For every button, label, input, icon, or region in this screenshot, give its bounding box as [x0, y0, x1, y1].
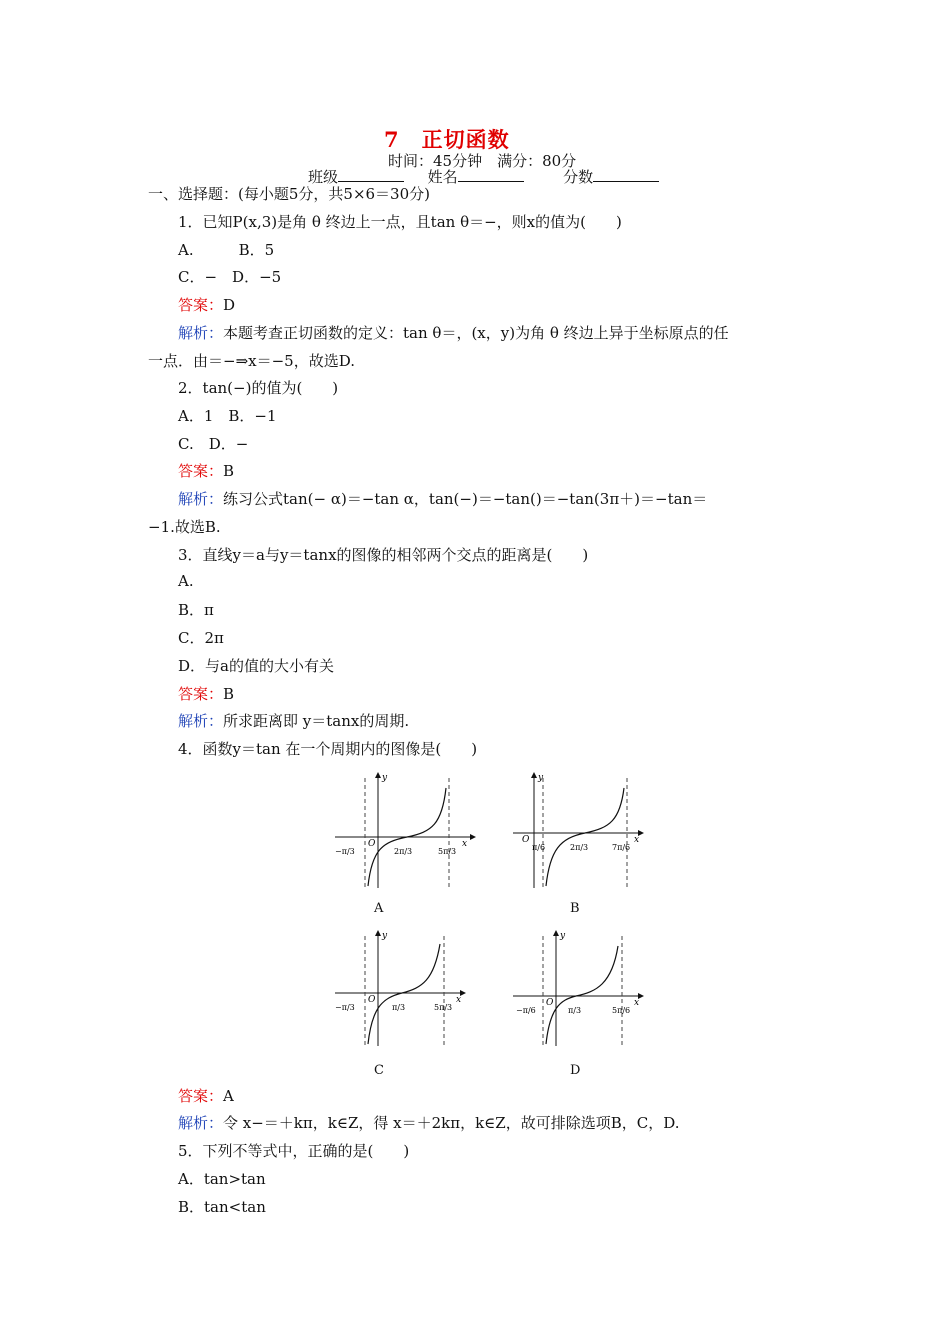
analysis-text: 本题考查正切函数的定义：tan θ＝，(x，y)为角 θ 终边上异于坐标原点的任 [223, 324, 729, 342]
graph-a-label[interactable]: A [374, 901, 384, 916]
tan-curve [546, 946, 618, 1044]
x-axis-label: x [456, 995, 462, 1005]
q1-options-ab: A. B．5 [178, 241, 275, 259]
time-score-line: 时间：45分钟 满分：80分 [388, 152, 577, 170]
q4-answer [178, 1085, 234, 1106]
origin-label: O [522, 835, 530, 845]
answer-value: A [223, 1087, 234, 1105]
page-title: 7 正切函数 [384, 127, 510, 152]
analysis-label: 解析： [178, 490, 224, 508]
graph-b-label[interactable]: B [570, 901, 580, 916]
q3-option-a: A. [178, 572, 194, 590]
x-axis-label: x [462, 839, 468, 849]
left-tick: π/6 [532, 843, 546, 852]
q3-answer [178, 683, 234, 704]
analysis-label: 解析： [178, 712, 224, 730]
analysis-label: 解析： [178, 1114, 224, 1132]
x-axis-arrow [470, 834, 476, 840]
analysis-text: 练习公式tan(− α)＝−tan α，tan(−)＝−tan()＝−tan(3π＋)＝−tan＝ [223, 490, 708, 508]
q4-analysis [178, 1112, 679, 1133]
graph-c-label[interactable]: C [374, 1063, 384, 1078]
analysis-label: 解析： [178, 324, 224, 342]
y-axis-label: y [538, 773, 544, 783]
y-axis-label: y [382, 773, 388, 783]
analysis-text: 令 x−＝＋kπ，k∈Z，得 x＝＋2kπ，k∈Z，故可排除选项B，C，D. [223, 1114, 680, 1132]
graph-b[interactable] [508, 770, 658, 895]
q5-stem: 5．下列不等式中，正确的是( ) [178, 1142, 410, 1160]
answer-label: 答案： [178, 462, 224, 480]
q2-answer [178, 460, 234, 481]
x-axis-label: x [634, 998, 640, 1008]
graph-c[interactable] [330, 928, 480, 1053]
score-blank[interactable] [593, 167, 659, 182]
tan-curve [368, 944, 440, 1044]
y-axis-arrow [375, 930, 381, 936]
score-label: 分数 [563, 168, 594, 186]
right-tick: 5π/3 [438, 847, 457, 856]
q4-stem: 4．函数y＝tan 在一个周期内的图像是( ) [178, 740, 478, 758]
answer-label: 答案： [178, 296, 224, 314]
name-label: 姓名 [427, 168, 458, 186]
origin-label: O [546, 998, 554, 1008]
tan-curve [546, 788, 624, 886]
graph-d-label[interactable]: D [570, 1063, 581, 1078]
y-axis-label: y [382, 931, 388, 941]
y-axis-label: y [560, 931, 566, 941]
right-tick: 7π/6 [612, 843, 631, 852]
mid-tick: π/3 [568, 1006, 582, 1015]
q2-analysis-line2: −1.故选B. [148, 518, 221, 536]
answer-value: D [223, 296, 236, 314]
q2-analysis-line1 [178, 488, 707, 509]
q1-options-cd: C．− D．−5 [178, 268, 282, 286]
right-tick: 5π/3 [434, 1003, 453, 1012]
q3-option-c: C．2π [178, 629, 224, 647]
y-axis-arrow [553, 930, 559, 936]
answer-value: B [223, 462, 235, 480]
q5-option-a: A．tan>tan [178, 1170, 266, 1188]
q2-options-cd: C. D．− [178, 435, 249, 453]
y-axis-arrow [531, 772, 537, 778]
answer-label: 答案： [178, 1087, 224, 1105]
right-tick: 5π/6 [612, 1006, 631, 1015]
q3-option-b: B．π [178, 601, 214, 619]
mid-tick: π/3 [392, 1003, 406, 1012]
q3-stem: 3．直线y＝a与y＝tanx的图像的相邻两个交点的距离是( ) [178, 546, 589, 564]
origin-label: O [368, 995, 376, 1005]
answer-label: 答案： [178, 685, 224, 703]
q1-stem: 1．已知P(x,3)是角 θ 终边上一点，且tan θ＝−，则x的值为( ) [178, 213, 622, 231]
q1-analysis-line2: 一点．由＝−⇒x＝−5，故选D. [148, 352, 355, 370]
x-axis-label: x [634, 835, 640, 845]
answer-value: B [223, 685, 235, 703]
section-heading: 一、选择题：(每小题5分，共5×6＝30分) [148, 185, 430, 203]
q3-analysis [178, 710, 409, 731]
left-tick: −π/3 [335, 847, 355, 856]
class-label: 班级 [308, 168, 339, 186]
mid-tick: 2π/3 [394, 847, 413, 856]
q1-answer [178, 294, 235, 315]
mid-tick: 2π/3 [570, 843, 589, 852]
q2-options-ab: A．1 B．−1 [178, 407, 277, 425]
q3-option-d: D．与a的值的大小有关 [178, 657, 334, 675]
name-blank[interactable] [458, 167, 524, 182]
origin-label: O [368, 839, 376, 849]
left-tick: −π/6 [516, 1006, 536, 1015]
q1-analysis-line1 [178, 322, 729, 343]
y-axis-arrow [375, 772, 381, 778]
q2-stem: 2．tan(−)的值为( ) [178, 379, 339, 397]
graph-d[interactable] [508, 928, 658, 1053]
analysis-text: 所求距离即 y＝tanx的周期. [223, 712, 410, 730]
graph-a[interactable] [330, 770, 480, 895]
left-tick: −π/3 [335, 1003, 355, 1012]
q5-option-b: B．tan<tan [178, 1198, 266, 1216]
class-blank[interactable] [338, 167, 404, 182]
